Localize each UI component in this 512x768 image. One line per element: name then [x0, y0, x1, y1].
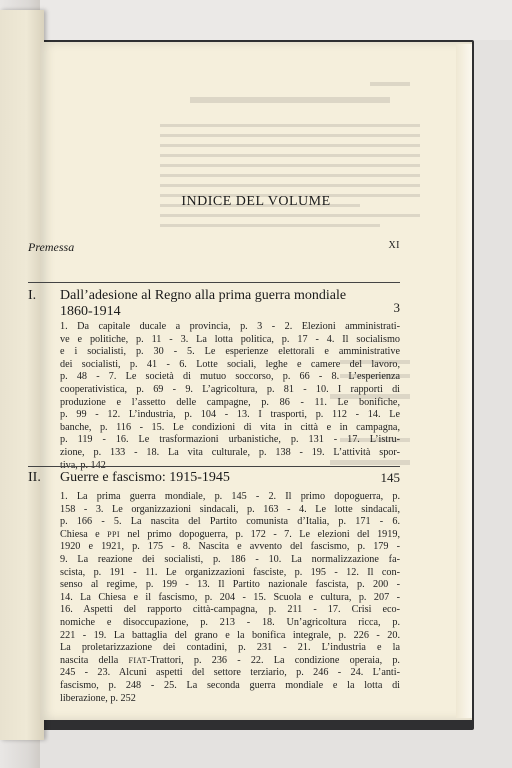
section-line: tiva, p. 142 — [60, 459, 106, 471]
section-line: 1. La prima guerra mondiale, p. 145 - 2. Il primo dopoguerra, p. — [60, 491, 400, 502]
section-line: 1920 e 1921, p. 175 - 8. Nascita e avvento del fascismo, p. 179 - — [60, 541, 400, 553]
chapter-page: 3 — [393, 300, 400, 315]
section-line: 16. Aspetti del rapporto città-campagna, p. 211 - 17. Crisi eco- — [60, 604, 400, 616]
premessa-page: XI — [388, 240, 400, 251]
section-line: 9. La reazione dei socialisti, p. 186 - 10. La normalizzazione fa- — [60, 553, 400, 565]
previous-page-edge — [0, 10, 44, 740]
section-line: fascismo, p. 248 - 25. La seconda guerra mondiale e la lotta di — [60, 679, 400, 691]
photo-background-top — [0, 0, 512, 40]
section-line: p. 48 - 7. Le società di mutuo soccorso, p. 66 - 8. L’esperienza — [60, 371, 400, 383]
section-line: scista, p. 191 - 11. Le organizzazioni fasciste, p. 195 - 12. Il con- — [60, 566, 400, 578]
section-line: zione, p. 133 - 18. La vita culturale, p. 138 - 19. L’attività spor- — [60, 446, 400, 458]
chapter-divider — [28, 466, 400, 467]
chapter-divider — [28, 282, 400, 283]
section-line: 158 - 3. Le organizzazioni sindacali, p. 163 - 4. Le lotte sindacali, — [60, 503, 400, 515]
section-line: cooperativistica, p. 69 - 9. L’agricoltura, p. 81 - 10. I rapporti di — [60, 383, 400, 395]
section-line: 1. Da capitale ducale a provincia, p. 3 - 2. Elezioni amministrati- — [60, 321, 400, 332]
section-line: p. 99 - 12. L’industria, p. 104 - 13. I trasporti, p. 112 - 14. Le — [60, 409, 400, 421]
chapter-title-line: 1860-1914 — [60, 304, 121, 319]
chapter-title-line: Guerre e fascismo: 1915-1945 — [60, 470, 230, 485]
chapter-title — [60, 288, 360, 320]
section-line: produzione e l’assetto delle campagne, p. 86 - 11. Le bonifiche, — [60, 396, 400, 408]
section-line: e i socialisti, p. 30 - 5. Le esperienze elettorali e amministrative — [60, 346, 400, 358]
index-title: INDICE DEL VOLUME — [181, 194, 331, 209]
section-line: 245 - 23. Alcuni aspetti del settore terziario, p. 246 - 24. L’anti- — [60, 667, 400, 679]
chapter-sections-2 — [60, 491, 400, 705]
section-line: senso al regime, p. 199 - 13. Il Partito nazionale fascista, p. 200 - — [60, 579, 400, 591]
chapter-number: II. — [28, 470, 41, 485]
chapter-title-line: Dall’adesione al Regno alla prima guerra mondiale — [60, 288, 347, 303]
section-line: La proletarizzazione dei contadini, p. 231 - 21. L’industria e la — [60, 642, 400, 654]
premessa-label: Premessa — [28, 240, 75, 254]
section-line: banche, p. 116 - 15. Le condizioni di vita in città e in campagna, — [60, 421, 400, 433]
chapter-number: I. — [28, 288, 37, 303]
page-stack-edge — [456, 44, 472, 718]
section-line: nascita della FIAT-Trattori, p. 236 - 22. La condizione operaia, p. — [60, 654, 400, 666]
chapter-page: 145 — [380, 470, 400, 485]
section-line: nomiche e disoccupazione, p. 213 - 18. Un’agricoltura ricca, p. — [60, 616, 400, 628]
section-line: dei socialisti, p. 41 - 6. Lotte sociali, leghe e camere del lavoro, — [60, 358, 400, 370]
section-line: ve e politiche, p. 11 - 3. La lotta politica, p. 17 - 4. Il socialismo — [60, 333, 400, 345]
section-line: 14. La Chiesa e il fascismo, p. 204 - 15. Scuola e cultura, p. 207 - — [60, 591, 400, 603]
section-line: 221 - 19. La battaglia del grano e la bonifica integrale, p. 226 - 20. — [60, 629, 400, 641]
section-line: Chiesa e PPI nel primo dopoguerra, p. 172 - 7. Le elezioni del 1919, — [60, 528, 401, 540]
chapter-sections-1 — [60, 321, 400, 472]
chapter-title — [60, 470, 360, 486]
section-line: liberazione, p. 252 — [60, 692, 136, 704]
section-line: p. 119 - 16. Le trasformazioni urbanistiche, p. 131 - 17. L’istru- — [60, 434, 400, 446]
premessa-entry — [28, 240, 400, 255]
section-line: p. 166 - 5. La nascita del Partito comunista d’Italia, p. 171 - 6. — [60, 516, 400, 528]
